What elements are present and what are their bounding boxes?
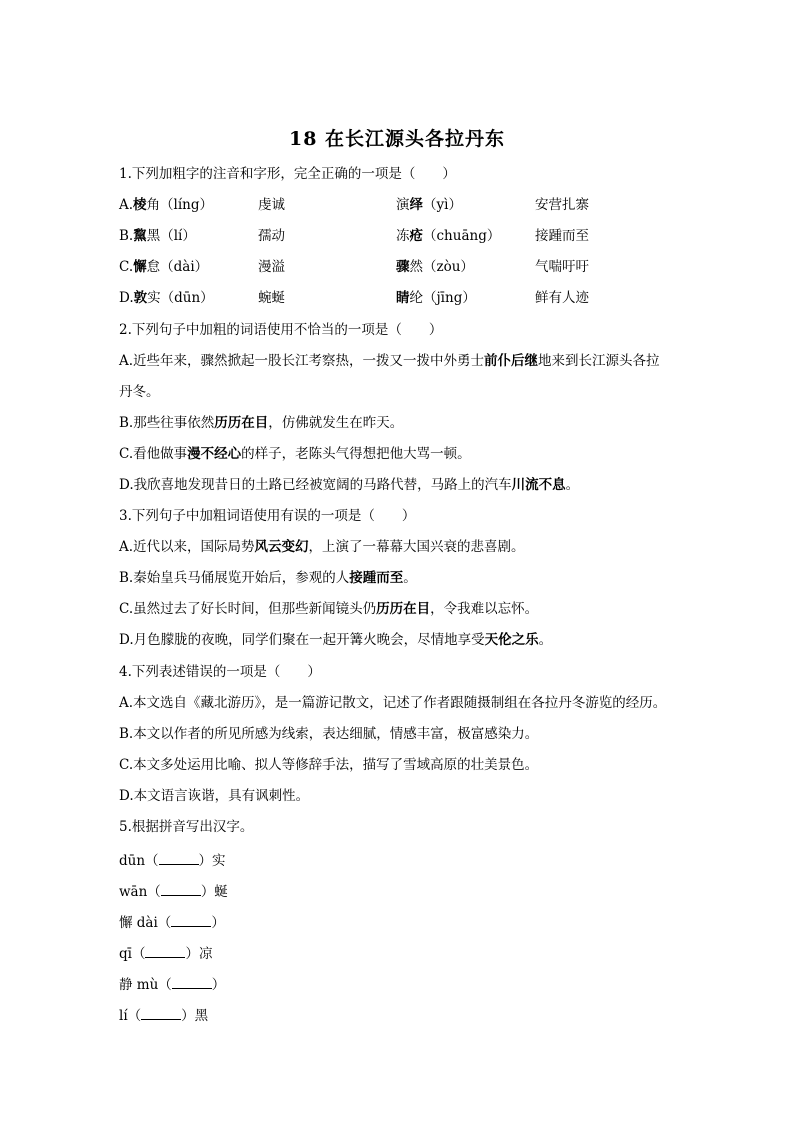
q4-option-b: B.本文以作者的所见所感为线索，表达细腻，情感丰富，极富感染力。 xyxy=(119,726,539,742)
q5-item: wān（ ）蜒 xyxy=(119,881,228,902)
answer-blank[interactable] xyxy=(145,943,185,958)
q5-item: 静 mù（ ） xyxy=(119,974,225,995)
q2-option-a: A.近些年来，骤然掀起一股长江考察热，一拨又一拨中外勇士前仆后继地来到长江源头各拉 xyxy=(119,353,660,369)
q2-option-b: B.那些往事依然历历在目，仿佛就发生在昨天。 xyxy=(119,415,404,431)
q5-item: lí（ ）黑 xyxy=(119,1005,208,1026)
option-letter: A.棱角（líng） xyxy=(119,197,214,213)
q3-option-c: C.虽然过去了好长时间，但那些新闻镜头仍历历在目，令我难以忘怀。 xyxy=(119,601,539,617)
answer-blank[interactable] xyxy=(172,974,212,989)
answer-blank[interactable] xyxy=(141,1005,181,1020)
q1-stem: 1.下列加粗字的注音和字形，完全正确的一项是（ ） xyxy=(119,166,456,182)
q5-stem: 5.根据拼音写出汉字。 xyxy=(119,819,254,835)
option-word-4: 安营扎寨 xyxy=(535,197,589,213)
option-word-2: 虔诚 xyxy=(258,197,285,213)
q3-option-a: A.近代以来，国际局势风云变幻，上演了一幕幕大国兴衰的悲喜剧。 xyxy=(119,539,525,555)
option-word-2: 蜿蜒 xyxy=(258,290,285,306)
option-letter: B.黧黑（lí） xyxy=(119,228,196,244)
q3-option-d: D.月色朦胧的夜晚，同学们聚在一起开篝火晚会，尽情地享受天伦之乐。 xyxy=(119,632,553,648)
option-word-2: 孺动 xyxy=(258,228,285,244)
option-letter: D.敦实（dūn） xyxy=(119,290,214,306)
q4-option-c: C.本文多处运用比喻、拟人等修辞手法，描写了雪域高原的壮美景色。 xyxy=(119,757,539,773)
option-word-4: 气喘吁吁 xyxy=(535,259,589,275)
page-title: 18 在长江源头各拉丹东 xyxy=(288,128,506,150)
q2-option-c: C.看他做事漫不经心的样子，老陈头气得想把他大骂一顿。 xyxy=(119,446,471,462)
option-word-3: 演绎（yì） xyxy=(396,197,462,213)
q2-stem: 2.下列句子中加粗的词语使用不恰当的一项是（ ） xyxy=(119,322,443,338)
option-word-3: 骤然（zòu） xyxy=(396,259,474,275)
option-word-3: 冻疮（chuāng） xyxy=(396,228,501,244)
option-word-4: 鲜有人迹 xyxy=(535,290,589,306)
q4-stem: 4.下列表述错误的一项是（ ） xyxy=(119,664,321,680)
q5-item: dūn（ ）实 xyxy=(119,850,226,871)
q5-item: qī（ ）凉 xyxy=(119,943,212,964)
option-word-2: 漫溢 xyxy=(258,259,285,275)
q2-option-a-cont: 丹冬。 xyxy=(119,384,160,400)
answer-blank[interactable] xyxy=(159,850,199,865)
q2-option-d: D.我欣喜地发现昔日的土路已经被宽阔的马路代替，马路上的汽车川流不息。 xyxy=(119,477,580,493)
q4-option-a: A.本文选自《藏北游历》，是一篇游记散文，记述了作者跟随摄制组在各拉丹冬游览的经历。 xyxy=(119,695,667,711)
option-letter: C.懈怠（dài） xyxy=(119,259,209,275)
q3-stem: 3.下列句子中加粗词语使用有误的一项是（ ） xyxy=(119,508,416,524)
q3-option-b: B.秦始皇兵马俑展览开始后，参观的人接踵而至。 xyxy=(119,570,417,586)
option-word-4: 接踵而至 xyxy=(535,228,589,244)
answer-blank[interactable] xyxy=(161,881,201,896)
q4-option-d: D.本文语言诙谐，具有讽刺性。 xyxy=(119,788,310,804)
answer-blank[interactable] xyxy=(171,912,211,927)
q5-item: 懈 dài（ ） xyxy=(119,912,225,933)
option-word-3: 睛纶（jīng） xyxy=(396,290,476,306)
